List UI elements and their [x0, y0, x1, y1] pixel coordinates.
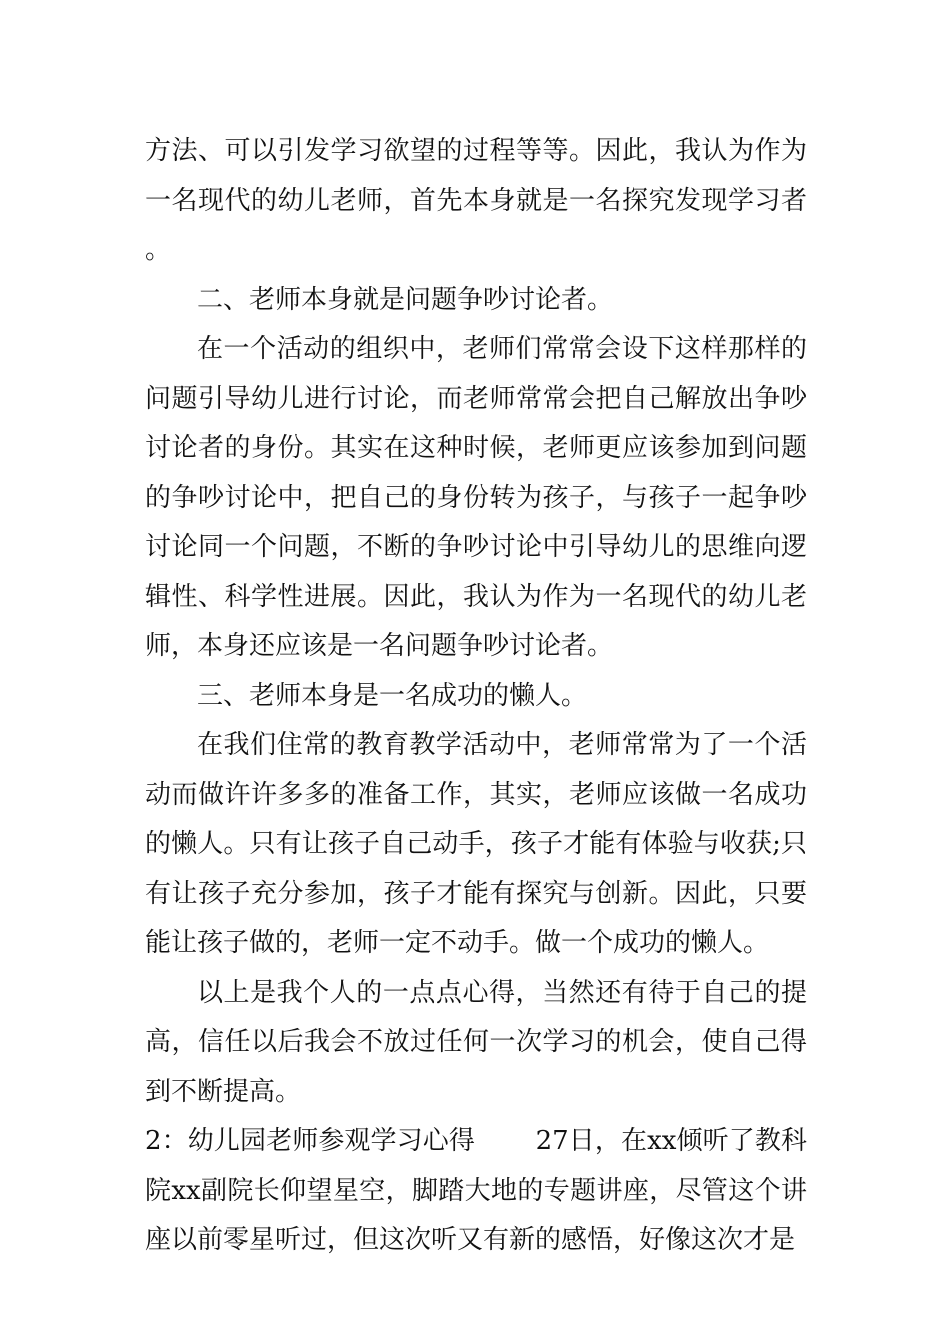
- section-heading-2: 二、老师本身就是问题争吵讨论者。: [197, 284, 614, 315]
- paragraph-article-2-start: 2：幼儿园老师参观学习心得 27日，在xx倾听了教科院xx副院长仰望星空，脚踏大地的专题讲座，尽管这个讲座以前零星听过，但这次听又有新的感悟，好像这次才是: [145, 1126, 807, 1255]
- paragraph-lazy-teacher: 在我们住常的教育教学活动中，老师常常为了一个活动而做许许多多的准备工作，其实，老师应该做一名成功的懒人。只有让孩子自己动手，孩子才能有体验与收获;只有让孩子充分参加，孩子才能有探究与创新。因此，只要能让孩子做的，老师一定不动手。做一个成功的懒人。: [145, 730, 807, 958]
- paragraph-continuation: 方法、可以引发学习欲望的过程等等。因此，我认为作为一名现代的幼儿老师，首先本身就是一名探究发现学习者。: [145, 136, 807, 265]
- paragraph-conclusion: 以上是我个人的一点点心得，当然还有待于自己的提高，信任以后我会不放过任何一次学习的机会，使自己得到不断提高。: [145, 977, 807, 1107]
- document-body: [145, 127, 807, 1266]
- section-heading-3: 三、老师本身是一名成功的懒人。: [197, 680, 588, 711]
- paragraph-discussion: 在一个活动的组织中，老师们常常会设下这样那样的问题引导幼儿进行讨论，而老师常常会把自己解放出争吵讨论者的身份。其实在这种时候，老师更应该参加到问题的争吵讨论中，把自己的身份转为孩子，与孩子一起争吵讨论同一个问题，不断的争吵讨论中引导幼儿的思维向逻辑性、科学性进展。因此，我认为作为一名现代的幼儿老师，本身还应该是一名问题争吵讨论者。: [145, 334, 807, 661]
